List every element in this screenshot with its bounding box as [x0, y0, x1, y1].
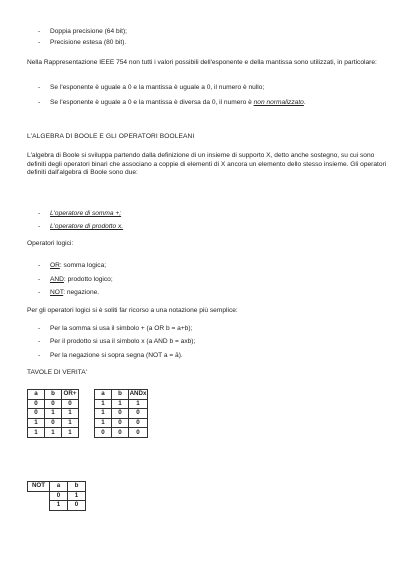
tables-title: TAVOLE DI VERITA' — [27, 369, 87, 376]
not-truth-table — [27, 481, 86, 511]
boole-paragraph: L'algebra di Boole si sviluppa partendo dalla definizione di un insieme di supporto X, detto anche sostegno, su cui sono definiti degli operatori binari che associano a coppie di elementi di X ancora un elemento dello stesso insieme. Gli operatori definiti dall'algebra di Boole sono due: — [27, 152, 387, 177]
bullet-text: Doppia precisione (64 bit); — [50, 28, 127, 35]
table-cell: 0 — [62, 399, 79, 409]
table-row — [95, 390, 148, 400]
table-row — [28, 501, 86, 511]
table-row — [28, 399, 79, 409]
table-cell: 1 — [45, 409, 62, 419]
logic-label: Operatori logici: — [27, 240, 74, 247]
table-cell: 1 — [112, 399, 129, 409]
table-cell: b — [112, 390, 129, 400]
bullet-text: Precisione estesa (80 bit). — [50, 39, 127, 46]
table-cell: OR+ — [62, 390, 79, 400]
table-row — [95, 418, 148, 428]
op-name: AND — [50, 276, 64, 283]
table-cell: ANDx — [129, 390, 147, 398]
rep-paragraph: Nella Rappresentazione IEEE 754 non tutti i valori possibili dell'esponente e della mantissa sono utilizzati, in particolare: — [27, 59, 377, 66]
table-cell: 1 — [28, 428, 45, 438]
op-name: OR — [50, 262, 60, 269]
table-cell: 0 — [112, 418, 129, 428]
table-cell: 0 — [50, 491, 68, 501]
document-page: - Doppia precisione (64 bit); - Precisione estesa (80 bit). Nella Rappresentazione IEEE 754 non tutti i valori possibili dell'esponente e della mantissa sono utilizzati, in particolare: - Se l'esponente è uguale a 0 e la mantissa è uguale a 0, il numero è nullo; - Se l'esponente è uguale a 0 e la mantissa è diversa da 0, il numero è non normalizzato. L'ALGEBRA DI BOOLE E GLI OPERATORI BOOLEANI L'algebra di Boole si sviluppa partendo dalla definizione di un insieme di supporto X, detto anche sostegno, su cui sono definiti degli operatori binari che associano a coppie di elementi di X ancora un elemento dello stesso insieme. Gli operatori definiti dall'algebra di Boole sono due: - L'operatore di somma +; - L'operatore di prodotto x. Operatori logici: - OR: somma logica; - AND: prodotto logico; - NOT: negazione. Per gli operatori logici si è soliti far ricorso a una notazione più semplice: - Per la somma si usa il simbolo + (a OR b = a+b); - Per il prodotto si usa il simbolo x (a AND b = axb); - Per la negazione si sopra segna (NOT a = ā). TAVOLE DI VERITA' a b OR+ 0 0 0 0 1 1 1 0 1 1 1 1 a b ANDx 1 1 1 1 0 0 1 0 0 0 0 0 NOT a b 0 1 1 0 — [0, 0, 413, 585]
section-heading: L'ALGEBRA DI BOOLE E GLI OPERATORI BOOLEANI — [27, 133, 195, 140]
table-cell: 1 — [129, 399, 148, 409]
table-cell: 0 — [129, 409, 148, 419]
table-cell: 0 — [28, 399, 45, 409]
table-row — [95, 399, 148, 409]
table-row — [28, 418, 79, 428]
table-cell: 1 — [62, 409, 79, 419]
table-row — [28, 491, 86, 501]
emphasis-text: non normalizzato — [253, 99, 304, 106]
table-cell: a — [50, 482, 68, 492]
table-cell: NOT — [28, 482, 50, 492]
table-cell: a — [28, 390, 45, 400]
table-row — [28, 482, 86, 492]
table-cell: 1 — [95, 399, 112, 409]
table-row — [28, 409, 79, 419]
bullet-text: Per la somma si usa il simbolo + (a OR b = a+b); — [50, 325, 193, 332]
table-cell: 0 — [129, 428, 148, 438]
table-cell: 0 — [129, 418, 148, 428]
table-cell: 1 — [62, 428, 79, 438]
table-cell: 1 — [95, 409, 112, 419]
table-cell: 1 — [28, 418, 45, 428]
table-cell: 0 — [45, 418, 62, 428]
bullet-text: Per il prodotto si usa il simbolo x (a AND b = axb); — [50, 338, 196, 345]
bullet-text: Se l'esponente è uguale a 0 e la mantissa è uguale a 0, il numero è nullo; — [50, 84, 265, 91]
table-cell: 1 — [68, 491, 86, 501]
table-cell: 0 — [112, 428, 129, 438]
operator-product: L'operatore di prodotto x. — [50, 223, 124, 230]
table-cell: 0 — [68, 501, 86, 511]
table-cell: 1 — [50, 501, 68, 511]
and-truth-table — [94, 389, 148, 438]
bullet-text: Per la negazione si sopra segna (NOT a = ā). — [50, 352, 183, 359]
table-row — [28, 390, 79, 400]
or-truth-table — [27, 389, 79, 438]
operator-sum: L'operatore di somma +; — [50, 210, 122, 217]
table-cell: 0 — [95, 428, 112, 438]
table-cell: 0 — [112, 409, 129, 419]
table-cell — [28, 491, 50, 501]
table-cell: 0 — [45, 399, 62, 409]
table-cell: 1 — [95, 418, 112, 428]
table-cell: 1 — [62, 418, 79, 428]
table-cell: b — [68, 482, 86, 492]
table-cell: 1 — [45, 428, 62, 438]
table-cell — [28, 501, 50, 511]
op-name: NOT — [50, 289, 64, 296]
bullet-text: Se l'esponente è uguale a 0 e la mantissa è diversa da 0, il numero è non normalizzato. — [50, 99, 306, 106]
table-row — [95, 409, 148, 419]
table-cell: 0 — [28, 409, 45, 419]
table-cell: a — [95, 390, 112, 400]
table-row — [28, 428, 79, 438]
table-row — [95, 428, 148, 438]
notation-intro: Per gli operatori logici si è soliti far ricorso a una notazione più semplice: — [27, 307, 238, 314]
table-cell: b — [45, 390, 62, 400]
